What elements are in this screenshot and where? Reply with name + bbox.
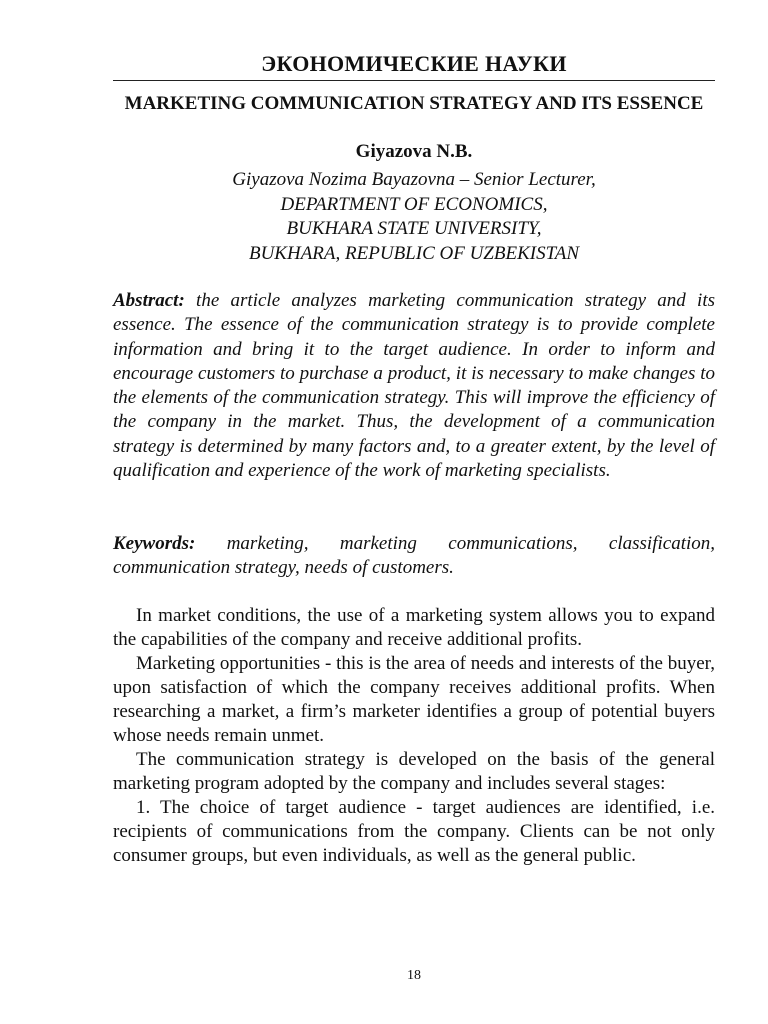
paper-page [113,0,715,1024]
affiliation-line: DEPARTMENT OF ECONOMICS, [280,193,548,215]
keywords-label: Keywords: [113,533,196,554]
header-divider [113,80,715,81]
abstract-label: Abstract: [113,290,185,311]
body-paragraph: 1. The choice of target audience - target audiences are identified, i.e. recipients of communications from the company. Clients can be not only consumer groups, but even individuals, as well as the general public. [113,797,715,866]
body-paragraph: In market conditions, the use of a marketing system allows you to expand the capabilities of the company and receive additional profits. [113,605,715,650]
body-paragraph: Marketing opportunities - this is the area of needs and interests of the buyer, upon satisfaction of which the company receives additional profits. When researching a market, a firm’s marketer identifies a group of potential buyers whose needs remain unmet. [113,653,715,746]
affiliation-line: BUKHARA STATE UNIVERSITY, [286,218,542,239]
keywords-text: marketing, marketing communications, classification, communication strategy, needs of customers. [113,533,715,578]
article-title: MARKETING COMMUNICATION STRATEGY AND ITS ESSENCE [124,93,704,114]
section-header: ЭКОНОМИЧЕСКИЕ НАУКИ [261,51,567,76]
page-number: 18 [407,968,421,983]
author-affiliation [113,168,715,266]
keywords [113,532,715,580]
abstract-text: the article analyzes marketing communication strategy and its essence. The essence of the communication strategy is to provide complete information and bring it to the target audience. In order to inform and encourage customers to purchase a product, it is necessary to make changes to the elements of the communication strategy. This will improve the efficiency of the company in the market. Thus, the development of a communication strategy is determined by many factors and, to a greater extent, by the level of qualification and experience of the work of marketing specialists. [113,290,715,482]
affiliation-line: BUKHARA, REPUBLIC OF UZBEKISTAN [248,242,579,264]
affiliation-line: Giyazova Nozima Bayazovna – Senior Lecturer, [232,169,596,190]
body-paragraph: The communication strategy is developed on the basis of the general marketing program adopted by the company and includes several stages: [113,749,715,794]
article-author: Giyazova N.B. [355,141,473,162]
abstract [113,289,715,483]
article-body [113,604,715,868]
